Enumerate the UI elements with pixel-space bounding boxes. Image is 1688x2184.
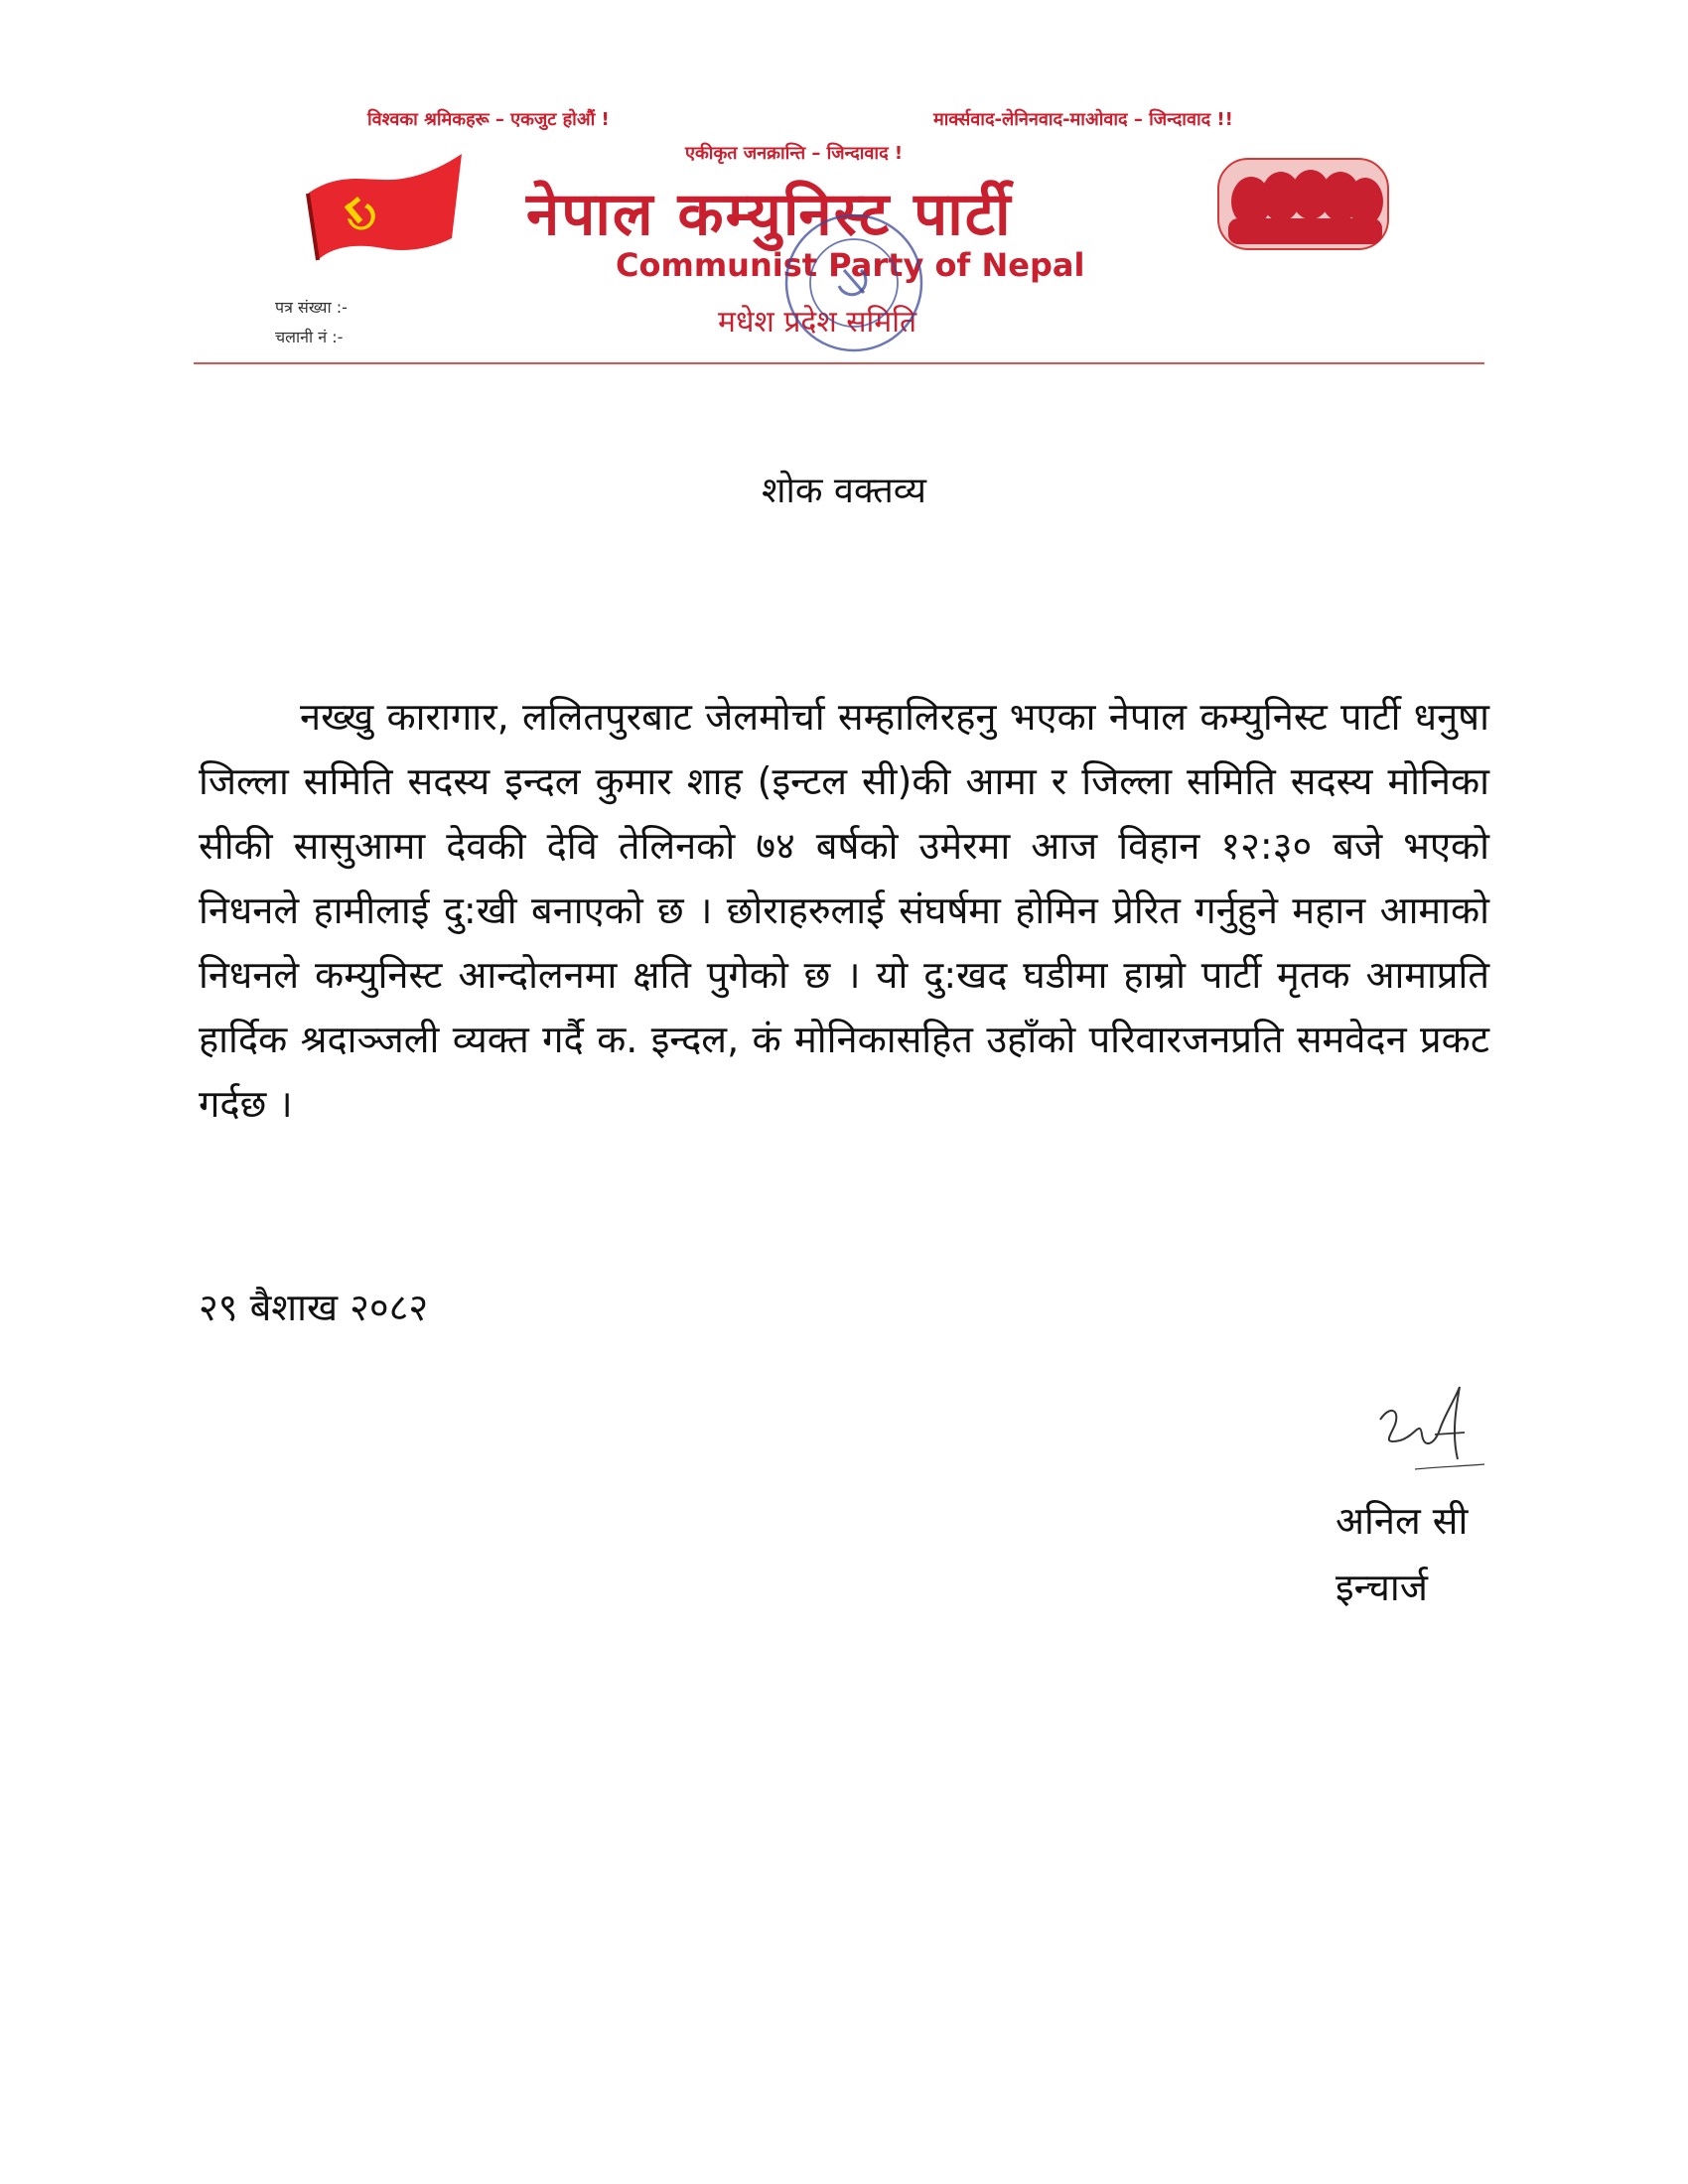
signer-name: अनिल सी xyxy=(1336,1499,1469,1543)
letterhead xyxy=(194,89,1484,369)
document-title: शोक वक्तव्य xyxy=(762,471,926,511)
slogan-left: विश्वका श्रमिकहरू – एकजुट होऔं ! xyxy=(367,109,610,130)
committee-name: मधेश प्रदेश समिति xyxy=(718,305,917,340)
date: २९ बैशाख २०८२ xyxy=(199,1286,429,1329)
communist-leaders-portraits-icon xyxy=(1216,157,1390,251)
red-flag-hammer-sickle-icon xyxy=(303,149,467,268)
party-seal-stamp xyxy=(779,208,928,357)
handwritten-signature xyxy=(1360,1375,1499,1484)
slogan-center: एकीकृत जनक्रान्ति – जिन्दावाद ! xyxy=(685,143,904,164)
statement-body: नख्खु कारागार, ललितपुरबाट जेलमोर्चा सम्हालिरहनु भएका नेपाल कम्युनिस्ट पार्टी धनुषा जिल्ला समिति सदस्य इन्दल कुमार शाह (इन्टल सी)की आमा र जिल्ला समिति सदस्य मोनिका सीकी सासुआमा देवकी देवि तेलिनको ७४ बर्षको उमेरमा आज विहान १२:३० बजे भएको निधनले हामीलाई दु:खी बनाएको छ । छोराहरुलाई संघर्षमा होमिन प्रेरित गर्नुहुने महान आमाको निधनले कम्युनिस्ट आन्दोलनमा क्षति पुगेको छ । यो दु:खद घडीमा हाम्रो पार्टी मृतक आमाप्रति हार्दिक श्रदाञ्जली व्यक्त गर्दै क. इन्दल, कं मोनिकासहित उहाँको परिवारजनप्रति समवेदन प्रकट गर्दछ । xyxy=(199,695,1489,1126)
header-divider xyxy=(194,362,1484,364)
dispatch-number-label: चलानी नं :- xyxy=(275,328,344,346)
party-name-english: Communist Party of Nepal xyxy=(616,246,1085,284)
ref-number-label: पत्र संख्या :- xyxy=(275,298,348,317)
party-name-nepali: नेपाल कम्युनिस्ट पार्टी xyxy=(526,180,1013,249)
slogan-right: मार्क्सवाद-लेनिनवाद-माओवाद – जिन्दावाद !! xyxy=(933,109,1233,130)
signer-role: इन्चार्ज xyxy=(1336,1566,1428,1609)
